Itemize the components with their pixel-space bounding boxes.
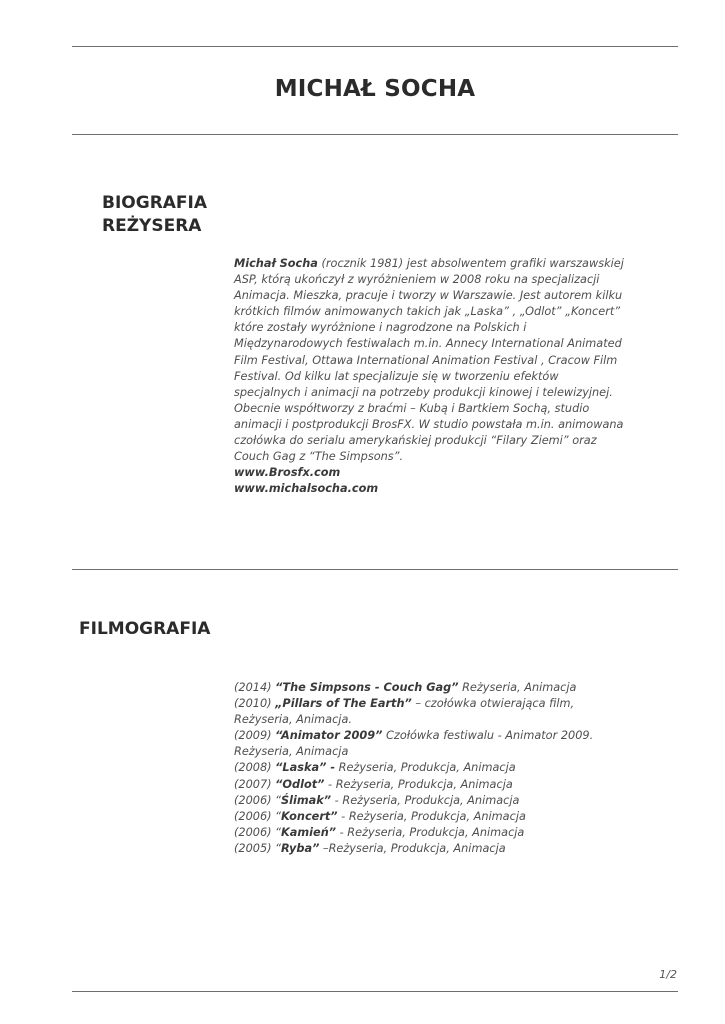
section-rule: [72, 569, 678, 570]
list-item: [234, 777, 624, 793]
film-title: “Laska” -: [275, 761, 336, 775]
list-item: [234, 793, 624, 809]
film-role: - Reżyseria, Produkcja, Animacja: [331, 793, 520, 807]
film-role: Reżyseria, Produkcja, Animacja: [335, 761, 516, 775]
film-role: – czołówka otwierająca film, Reżyseria, Animacja.: [234, 697, 575, 727]
biography-heading-line2: REŻYSERA: [102, 216, 202, 236]
link-brosfx[interactable]: www.Brosfx.com: [234, 466, 341, 479]
film-year: (2005) “: [234, 841, 282, 855]
list-item: [234, 825, 624, 841]
film-title: Kamień”: [281, 825, 337, 839]
title-rule: [72, 134, 678, 135]
list-item: [234, 728, 624, 760]
film-title: Ryba”: [281, 841, 320, 855]
list-item: [234, 809, 624, 825]
list-item: [234, 841, 624, 857]
film-title: Ślimak”: [281, 793, 332, 807]
filmography-list: [234, 680, 624, 857]
film-role: - Reżyseria, Produkcja, Animacja: [324, 777, 513, 791]
film-title: “Odlot”: [275, 777, 325, 791]
film-year: (2014): [234, 681, 276, 694]
biography-heading: [102, 192, 207, 238]
biography-text: [234, 256, 624, 465]
link-michalsocha[interactable]: www.michalsocha.com: [234, 482, 379, 496]
film-role: Czołówka festiwalu - Animator 2009. Reżyseria, Animacja: [234, 729, 594, 759]
filmography-heading: FILMOGRAFIA: [79, 619, 211, 639]
biography-body: (rocznik 1981) jest absolwentem grafiki warszawskiej ASP, którą ukończył z wyróżnieniem w 2008 roku na specjalizacji Animacja. Mieszka, pracuje i tworzy w Warszawie. Jest autorem kilku krótkich filmów animowanych takich jak „Laska” , „Odlot” „Koncert” które zostały wyróżnione i nagrodzone na Polskich i Międzynarodowych festiwalach m.in. Annecy International Animated Film Festival, Ottawa International Animation Festival , Cracow Film Festival. Od kilku lat specjalizuje się w tworzeniu efektów specjalnych i animacji na potrzeby produkcji kinowej i telewizyjnej. Obecnie współtworzy z braćmi – Kubą i Bartkiem Sochą, studio animacji i postprodukcji BrosFX. W studio powstała m.in. animowana czołówka do serialu amerykańskiej produkcji “Filary Ziemi” oraz Couch Gag z “The Simpsons”.: [234, 257, 624, 464]
film-role: –Reżyseria, Produkcja, Animacja: [319, 841, 506, 855]
list-item: [234, 696, 624, 728]
list-item: [234, 680, 624, 696]
list-item: [234, 760, 624, 776]
film-title: „Pillars of The Earth”: [275, 697, 412, 711]
bottom-rule: [72, 991, 678, 992]
top-rule: [72, 46, 678, 47]
film-role: - Reżyseria, Produkcja, Animacja: [336, 825, 525, 839]
film-title: Koncert”: [281, 809, 338, 823]
film-title: “Animator 2009”: [275, 729, 383, 743]
biography-links: [234, 465, 378, 497]
film-year: (2007): [234, 777, 276, 791]
film-year: (2006) “: [234, 793, 282, 807]
film-year: (2010): [234, 697, 276, 711]
film-role: Reżyseria, Animacja: [458, 681, 577, 694]
page-number: 1/2: [659, 968, 677, 981]
page-title: MICHAŁ SOCHA: [274, 76, 476, 102]
film-year: (2008): [234, 761, 276, 775]
biography-name: Michał Socha: [234, 257, 318, 270]
film-role: - Reżyseria, Produkcja, Animacja: [337, 809, 526, 823]
film-year: (2009): [234, 729, 276, 743]
film-year: (2006) “: [234, 809, 282, 823]
biography-heading-line1: BIOGRAFIA: [102, 193, 208, 213]
film-title: “The Simpsons - Couch Gag”: [275, 681, 459, 694]
film-year: (2006) “: [234, 825, 282, 839]
